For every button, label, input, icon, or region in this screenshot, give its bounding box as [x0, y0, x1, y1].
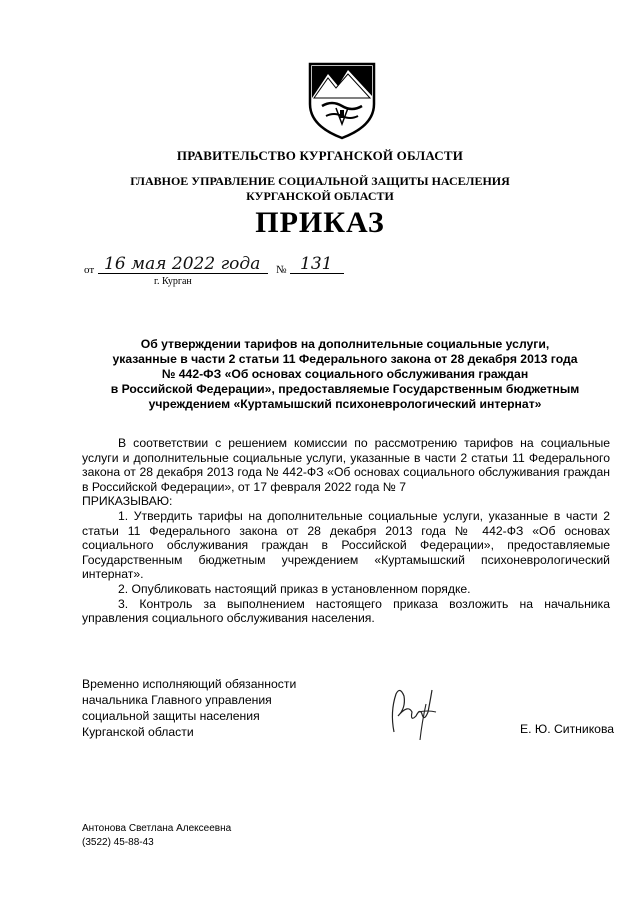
- department-name: [0, 174, 640, 204]
- order-item-3: 3. Контроль за выполнением настоящего приказа возложить на начальника управления социального обслуживания населения.: [82, 596, 610, 626]
- document-type-title: ПРИКАЗ: [255, 206, 385, 239]
- subject-line: Об утверждении тарифов на дополнительные социальные услуги,: [140, 337, 550, 351]
- order-item-1: 1. Утвердить тарифы на дополнительные социальные услуги, указанные в части 2 статьи 11 Федерального закона от 28 декабря 2013 года № 442-ФЗ «Об основах социального обслуживания граждан в Российской Федерации», предоставляемые Государственным бюджетным учреждением «Куртамышский психоневрологический интернат».: [82, 508, 610, 582]
- executor-name: Антонова Светлана Алексеевна: [82, 823, 232, 834]
- number-label: №: [276, 264, 287, 276]
- department-line: КУРГАНСКОЙ ОБЛАСТИ: [246, 189, 394, 203]
- subject-line: учреждением «Куртамышский психоневрологический интернат»: [148, 397, 542, 411]
- from-label: от: [84, 264, 95, 276]
- coat-of-arms-icon: [306, 60, 378, 140]
- order-item-2: 2. Опубликовать настоящий приказ в установленном порядке.: [118, 581, 471, 596]
- handwritten-number: 131: [300, 254, 333, 274]
- handwritten-date: 16 мая 2022 года: [104, 254, 261, 274]
- government-name: ПРАВИТЕЛЬСТВО КУРГАНСКОЙ ОБЛАСТИ: [176, 148, 464, 163]
- position-line: социальной защиты населения: [82, 709, 260, 723]
- order-word: ПРИКАЗЫВАЮ:: [82, 494, 173, 509]
- department-line: ГЛАВНОЕ УПРАВЛЕНИЕ СОЦИАЛЬНОЙ ЗАЩИТЫ НАСЕЛЕНИЯ: [130, 174, 510, 188]
- executor-info: [82, 822, 231, 850]
- order-body: [82, 436, 610, 626]
- city: г. Курган: [154, 276, 192, 287]
- signatory-position: [82, 676, 296, 740]
- handwritten-signature-icon: [386, 682, 438, 742]
- preamble-paragraph: В соответствии с решением комиссии по рассмотрению тарифов на социальные услуги и дополнительные социальные услуги, указанные в части 2 статьи 11 Федерального закона от 28 декабря 2013 года № 442-ФЗ «Об основах социального обслуживания граждан в Российской Федерации», от 17 февраля 2022 года № 7: [82, 436, 610, 494]
- position-line: начальника Главного управления: [82, 693, 272, 707]
- position-line: Временно исполняющий обязанности: [82, 677, 297, 691]
- executor-phone: (3522) 45-88-43: [82, 837, 154, 848]
- dateline: [84, 254, 404, 288]
- position-line: Курганской области: [82, 725, 194, 739]
- subject-line: № 442-ФЗ «Об основах социального обслуживания граждан: [161, 367, 529, 381]
- subject-line: в Российской Федерации», предоставляемые Государственным бюджетным: [110, 382, 580, 396]
- signatory-name: Е. Ю. Ситникова: [520, 722, 615, 736]
- order-subject: [80, 337, 610, 412]
- subject-line: указанные в части 2 статьи 11 Федерального закона от 28 декабря 2013 года: [112, 352, 578, 366]
